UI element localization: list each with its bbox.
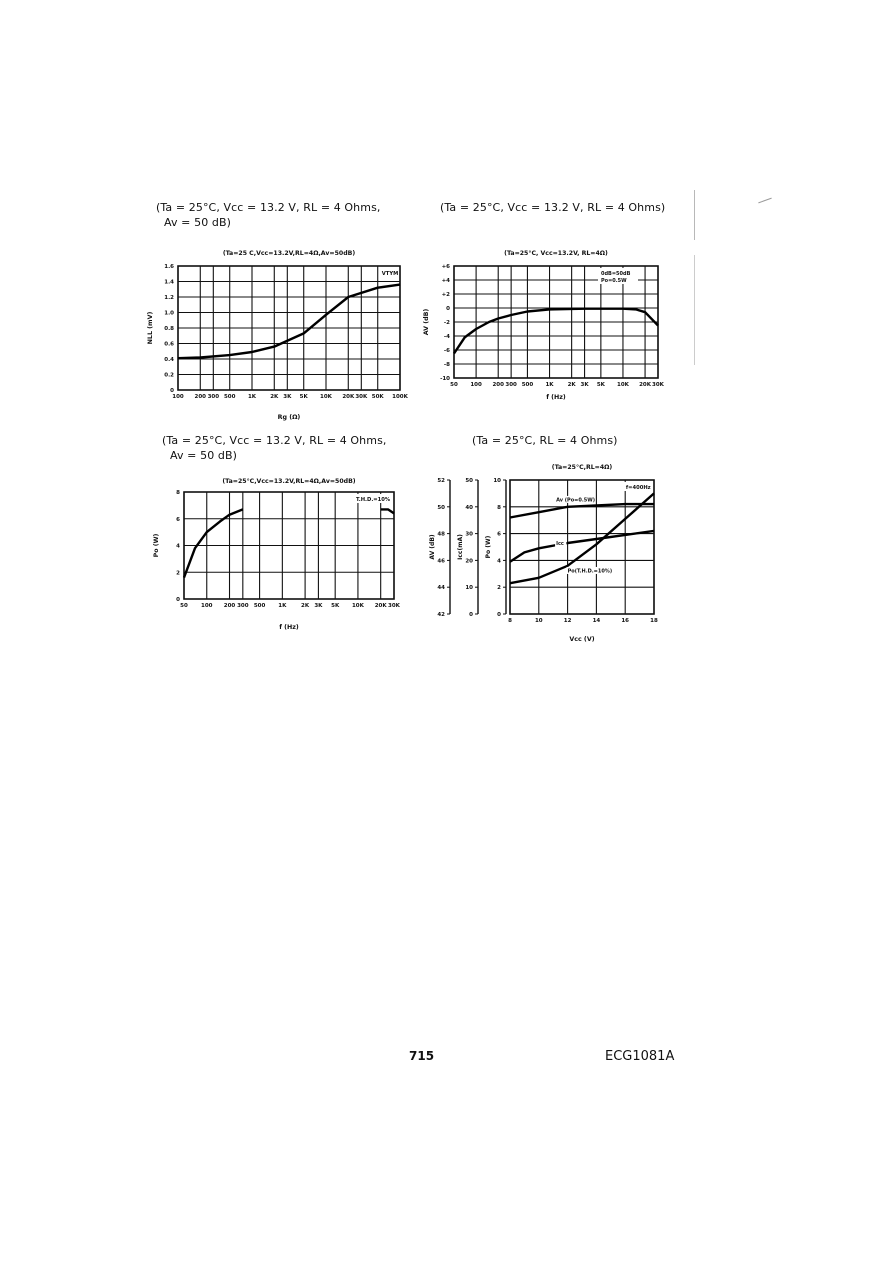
y-tick-label: 40 (465, 504, 473, 511)
chart-title: (Ta=25 C,Vcc=13.2V,RL=4Ω,Av=50dB) (222, 250, 356, 257)
x-tick-label: 20K (342, 394, 355, 400)
y-tick-label: -6 (443, 348, 450, 354)
series-line (381, 509, 394, 513)
y-tick-label: 0.2 (164, 372, 174, 379)
y-tick-label: -10 (440, 376, 450, 382)
chart-title: (Ta=25°C, Vcc=13.2V, RL=4Ω) (504, 250, 608, 257)
x-tick-label: 1K (247, 394, 257, 400)
x-tick-label: 8 (508, 618, 512, 624)
y-tick-label: 8 (176, 490, 180, 496)
x-tick-label: 50 (450, 382, 458, 388)
y-tick-label: 50 (465, 478, 473, 484)
x-tick-label: 20K (374, 603, 387, 609)
y-tick-label: 6 (497, 531, 501, 538)
x-tick-label: 100K (392, 394, 408, 400)
x-tick-label: 100 (470, 382, 482, 388)
x-tick-label: 200 (194, 394, 207, 400)
chart-output-vs-frequency (142, 474, 412, 638)
x-tick-label: 2K (301, 603, 310, 609)
y-axis-label: AV (dB) (429, 534, 436, 560)
part-number: ECG1081A (605, 1049, 675, 1064)
caption-line1: (Ta = 25°C, Vcc = 13.2 V, RL = 4 Ohms, (156, 201, 381, 214)
x-tick-label: 500 (253, 603, 266, 609)
scan-speck (758, 198, 771, 204)
y-tick-label: 4 (497, 558, 501, 565)
x-tick-label: 2K (270, 394, 279, 400)
x-tick-label: 5K (299, 394, 308, 400)
y-tick-label: 0.6 (164, 341, 174, 348)
x-tick-label: 1K (545, 382, 554, 388)
caption-chart1 (156, 200, 381, 230)
y-tick-label: 4 (176, 543, 180, 550)
x-tick-label: 500 (223, 394, 236, 400)
chart-gain-vs-frequency (418, 244, 680, 409)
series-label: Po(T.H.D.=10%) (567, 568, 613, 575)
annotation-text: VTYM (381, 271, 399, 277)
y-tick-label: 20 (465, 558, 473, 565)
y-tick-label: +2 (441, 292, 450, 298)
y-tick-label: 0.8 (164, 326, 174, 332)
series-line (178, 285, 400, 359)
y-tick-label: 1.4 (164, 279, 174, 286)
caption-line2: Av = 50 dB) (170, 449, 238, 462)
y-tick-label: 10 (493, 478, 501, 484)
x-tick-label: 18 (650, 618, 658, 624)
annotation-text: Po=0.5W (601, 278, 627, 284)
x-tick-label: 100 (172, 394, 184, 400)
y-tick-label: 8 (497, 504, 501, 511)
y-tick-label: 10 (465, 585, 473, 592)
y-axis-label: AV (dB) (423, 308, 430, 336)
annotation-text: f=400Hz (625, 485, 651, 491)
y-axis-label: Po (W) (485, 535, 492, 559)
x-tick-label: 50K (371, 394, 384, 400)
x-tick-label: 100 (201, 603, 213, 609)
x-axis-label: f (Hz) (546, 394, 566, 401)
x-tick-label: 1K (278, 603, 287, 609)
y-tick-label: -4 (443, 334, 450, 340)
y-axis-label: NLL (mV) (147, 311, 154, 345)
x-axis-label: Vcc (V) (569, 636, 595, 643)
series-label: Icc (556, 540, 564, 547)
chart-title: (Ta=25°C,RL=4Ω) (551, 464, 613, 471)
x-tick-label: 10K (320, 394, 332, 400)
x-tick-label: 10 (534, 618, 543, 624)
x-axis-label: Rg (Ω) (277, 414, 301, 421)
chart-title: (Ta=25°C,Vcc=13.2V,RL=4Ω,Av=50dB) (222, 478, 356, 485)
y-axis-label: Icc(mA) (457, 534, 464, 560)
series-label: Av (Po=0.5W) (556, 497, 596, 504)
x-tick-label: 300 (237, 603, 249, 609)
y-tick-label: -2 (443, 320, 450, 326)
y-tick-label: 48 (437, 531, 445, 538)
y-tick-label: 46 (437, 558, 445, 565)
y-tick-label: 0 (176, 597, 180, 603)
scan-speck (694, 255, 695, 365)
caption-chart3 (162, 433, 387, 463)
y-tick-label: 30 (465, 531, 473, 538)
y-tick-label: 0 (469, 612, 473, 618)
y-tick-label: 6 (176, 516, 180, 523)
x-axis-label: f (Hz) (279, 624, 299, 631)
x-tick-label: 300 (207, 394, 220, 400)
chart-vs-supply-voltage (424, 458, 674, 648)
y-tick-label: 52 (437, 478, 445, 484)
y-tick-label: -8 (443, 362, 450, 368)
annotation-text: 0dB=50dB (601, 271, 631, 277)
y-tick-label: 0 (497, 612, 501, 618)
x-tick-label: 3K (314, 603, 323, 609)
series-line (510, 531, 654, 562)
series-line (454, 309, 658, 354)
series-line (184, 509, 243, 577)
caption-chart4 (472, 433, 618, 448)
y-tick-label: +6 (441, 264, 450, 270)
x-tick-label: 200 (492, 382, 504, 388)
x-tick-label: 30K (355, 394, 368, 400)
caption-chart2 (440, 200, 665, 215)
y-tick-label: 1.6 (164, 264, 174, 270)
x-tick-label: 50 (180, 603, 188, 609)
y-tick-label: 42 (437, 612, 445, 618)
x-tick-label: 12 (563, 618, 572, 624)
y-tick-label: +4 (441, 278, 450, 284)
caption-line2: Av = 50 dB) (164, 216, 232, 229)
y-tick-label: 50 (437, 504, 445, 511)
x-tick-label: 5K (596, 382, 605, 388)
x-tick-label: 300 (505, 382, 517, 388)
scan-speck (694, 190, 695, 240)
y-tick-label: 1.2 (164, 295, 174, 301)
x-tick-label: 16 (621, 618, 630, 624)
y-tick-label: 2 (176, 570, 180, 577)
x-tick-label: 3K (580, 382, 589, 388)
y-tick-label: 1.0 (164, 310, 174, 317)
caption-line1: (Ta = 25°C, RL = 4 Ohms) (472, 434, 618, 447)
x-tick-label: 10K (351, 603, 364, 609)
x-tick-label: 2K (567, 382, 576, 388)
y-tick-label: 2 (497, 585, 501, 592)
y-tick-label: 44 (437, 585, 445, 592)
annotation-text: T.H.D.=10% (356, 497, 391, 503)
caption-line1: (Ta = 25°C, Vcc = 13.2 V, RL = 4 Ohms, (162, 434, 387, 447)
x-tick-label: 3K (283, 394, 292, 400)
y-tick-label: 0.4 (164, 357, 174, 363)
page-number: 715 (409, 1049, 435, 1063)
caption-line1: (Ta = 25°C, Vcc = 13.2 V, RL = 4 Ohms) (440, 201, 666, 214)
chart-noise-vs-rg (136, 244, 426, 429)
x-tick-label: 30K (388, 603, 400, 609)
x-tick-label: 500 (521, 382, 534, 388)
x-tick-label: 20K (639, 382, 652, 388)
y-tick-label: 0 (170, 388, 174, 394)
x-tick-label: 200 (223, 603, 236, 609)
series-line (510, 504, 654, 517)
y-axis-label: Po (W) (153, 533, 160, 558)
x-tick-label: 14 (592, 618, 601, 624)
y-tick-label: 0 (446, 306, 450, 312)
x-tick-label: 10K (617, 382, 629, 388)
x-tick-label: 30K (652, 382, 664, 388)
x-tick-label: 5K (331, 603, 340, 609)
